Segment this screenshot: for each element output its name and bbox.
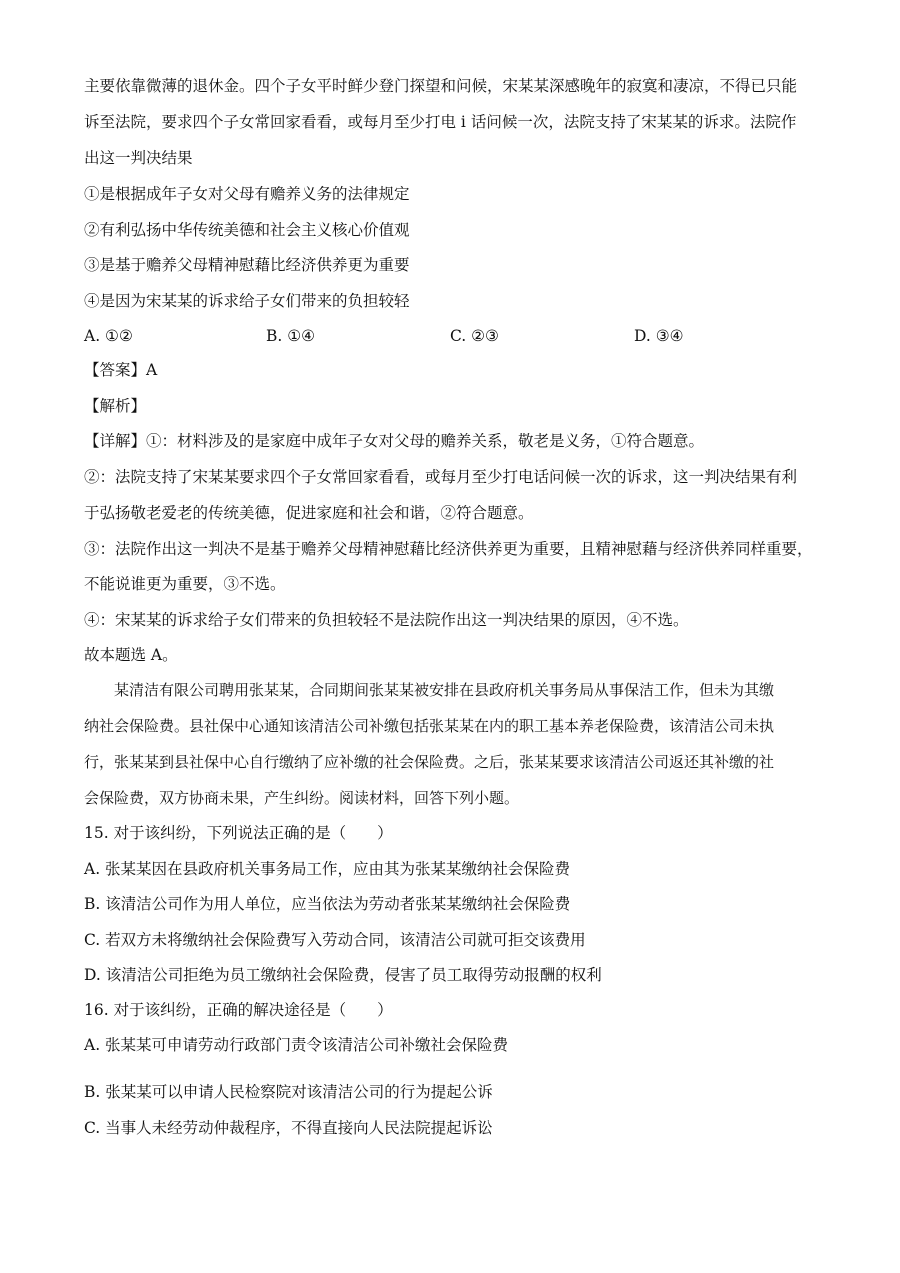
question-stem: 16. 对于该纠纷，正确的解决途径是（ ）: [84, 1001, 393, 1019]
analysis-line: ②：法院支持了宋某某要求四个子女常回家看看，或每月至少打电话问候一次的诉求，这一判决结果有利: [84, 468, 798, 486]
material-line: 行，张某某到县社保中心自行缴纳了应补缴的社会保险费。之后，张某某要求该清洁公司返还其补缴的社: [84, 753, 775, 771]
statement: ②有利弘扬中华传统美德和社会主义核心价值观: [84, 221, 410, 239]
option-b: B. 张某某可以申请人民检察院对该清洁公司的行为提起公诉: [84, 1083, 493, 1101]
analysis-heading: 【解析】: [84, 397, 147, 415]
option-a: A. 张某某因在县政府机关事务局工作，应由其为张某某缴纳社会保险费: [84, 860, 571, 878]
option-b: B. 该清洁公司作为用人单位，应当依法为劳动者张某某缴纳社会保险费: [84, 895, 571, 913]
statement: ①是根据成年子女对父母有赡养义务的法律规定: [84, 185, 410, 203]
option-c: C. 当事人未经劳动仲裁程序，不得直接向人民法院提起诉讼: [84, 1119, 493, 1137]
option-c: C. ②③: [450, 327, 499, 345]
statement: ③是基于赡养父母精神慰藉比经济供养更为重要: [84, 256, 410, 274]
material-line: 会保险费，双方协商未果，产生纠纷。阅读材料，回答下列小题。: [84, 789, 520, 807]
option-d: D. 该清洁公司拒绝为员工缴纳社会保险费，侵害了员工取得劳动报酬的权利: [84, 966, 602, 984]
analysis-line: 故本题选 A。: [84, 646, 178, 664]
analysis-line: ④：宋某某的诉求给子女们带来的负担较轻不是法院作出这一判决结果的原因，④不选。: [84, 611, 689, 629]
analysis-line: 【详解】①：材料涉及的是家庭中成年子女对父母的赡养关系，敬老是义务，①符合题意。: [84, 432, 705, 450]
material-line: 纳社会保险费。县社保中心通知该清洁公司补缴包括张某某在内的职工基本养老保险费，该清洁公司未执: [84, 717, 775, 735]
option-c: C. 若双方未将缴纳社会保险费写入劳动合同，该清洁公司就可拒交该费用: [84, 931, 586, 949]
stem-line: 出这一判决结果: [84, 149, 193, 167]
stem-line: 诉至法院，要求四个子女常回家看看，或每月至少打电 i 话问候一次，法院支持了宋某某的诉求。法院作: [84, 113, 797, 131]
answer: 【答案】A: [84, 361, 158, 379]
material-line: 某清洁有限公司聘用张某某，合同期间张某某被安排在县政府机关事务局从事保洁工作，但未为其缴: [114, 681, 775, 699]
option-a: A. 张某某可申请劳动行政部门责令该清洁公司补缴社会保险费: [84, 1036, 509, 1054]
option-b: B. ①④: [266, 327, 316, 345]
analysis-line: 不能说谁更为重要，③不选。: [84, 575, 286, 593]
option-a: A. ①②: [84, 327, 133, 345]
option-d: D. ③④: [634, 327, 684, 345]
stem-line: 主要依靠微薄的退休金。四个子女平时鲜少登门探望和问候，宋某某深感晚年的寂寞和凄凉，不得已只能: [84, 77, 798, 95]
analysis-line: ③：法院作出这一判决不是基于赡养父母精神慰藉比经济供养更为重要，且精神慰藉与经济供养同样重要，: [84, 540, 813, 558]
statement: ④是因为宋某某的诉求给子女们带来的负担较轻: [84, 292, 410, 310]
analysis-line: 于弘扬敬老爱老的传统美德，促进家庭和社会和谐，②符合题意。: [84, 504, 534, 522]
question-stem: 15. 对于该纠纷，下列说法正确的是（ ）: [84, 824, 393, 842]
